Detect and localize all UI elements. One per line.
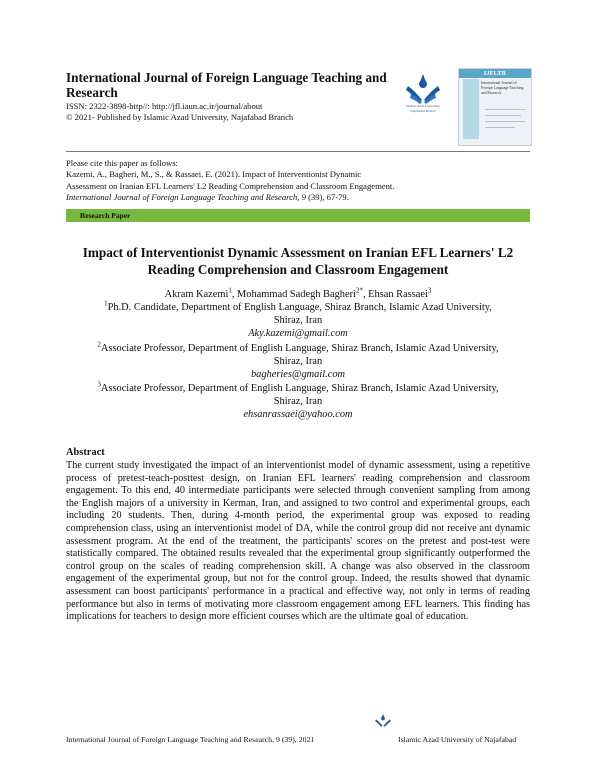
university-logo-icon [402,70,444,122]
affiliation-text: Ph.D. Candidate, Department of English Language, Shiraz Branch, Islamic Azad University, [107,302,492,313]
author-name: Akram Kazemi [164,289,229,300]
affiliation-line [66,342,530,355]
cover-line [485,115,521,116]
cover-title: International Journal of Foreign Language Teaching and Research [481,81,524,95]
copyright-line: © 2021- Published by Islamic Azad University, Najafabad Branch [66,112,294,122]
citation-volume: 9 [301,191,306,202]
affiliation-sup: 1 [104,299,108,308]
cover-line [485,121,525,122]
author-list [66,288,530,301]
title-line: Impact of Interventionist Dynamic Assessment on Iranian EFL Learners' L2 [82,245,514,260]
affiliation-sup: 3 [97,380,101,389]
author-sup: 1 [228,286,232,295]
affiliation-city: Shiraz, Iran [273,396,323,407]
citation-line [66,192,530,203]
author-email[interactable]: Aky.kazemi@gmail.com [248,328,348,339]
footer-journal: International Journal of Foreign Language Teaching and Research, 9 (39), 2021 [66,735,315,744]
affiliation-3 [66,382,530,421]
header-divider [66,151,530,152]
author-sup: 2* [355,286,363,295]
journal-meta [66,101,293,123]
author-name: , Ehsan Rassaei [362,289,428,300]
paper-title [66,244,530,278]
cover-line [485,127,515,128]
abstract-heading: Abstract [66,447,105,458]
logo-caption: Islamic Azad University Najafabad Branch [405,104,441,113]
article-type-label: Research Paper [80,211,131,220]
author-name: , Mohammad Sadegh Bagheri [231,289,356,300]
title-line: Reading Comprehension and Classroom Engagement [147,262,449,277]
affiliation-2 [66,342,530,381]
cover-band: IJFLTR [459,69,531,78]
affiliation-text: Associate Professor, Department of English Language, Shiraz Branch, Islamic Azad University, [100,383,499,394]
citation-journal: International Journal of Foreign Language Teaching and Research, [66,191,300,202]
affiliation-line [66,301,530,314]
citation-lead: Please cite this paper as follows: [66,158,178,168]
affiliation-city: Shiraz, Iran [273,356,323,367]
cover-decoration [463,79,479,139]
abstract-body: The current study investigated the impact of an interventionist model of dynamic assessment, using a repetitive process of pretest-teach-posttest design, on Iranian EFL learners' reading comprehension and classroom engagement. To this end, 40 intermediate participants were selected through convenient sampling from among the English majors of a university in Kerman, Iran, and assigned to two control and experimental groups, each including 20 students. Then, during 4-month period, the experimental group was exposed to reading comprehension class, using an interventionist model of DA, while the control group did not receive ant dynamic assessment program. At the end of the treatment, the participants' scores on the pretest and post-test were statistically compared. The obtained results revealed that the experimental group significantly outperformed the control group on the scales of reading comprehension skill. A change was also observed in the classroom engagement of the experimental group, but not for the control group. Indeed, the results showed that dynamic assessment can boost participants' performance in a practical and effective way, not only in terms of reading performance but also in terms of motivating more classroom engagement among EFL learners. This finding has implications for teachers to design more efficient courses which are the ultimate goal of education. [66,460,530,623]
author-email[interactable]: ehsanrassaei@yahoo.com [243,409,353,420]
citation-line: Kazemi, A., Bagheri, M., S., & Rassaei, E. (2021). Impact of Interventionist Dynamic [66,169,362,180]
cover-line [485,109,525,110]
citation-block [66,158,530,203]
affiliation-sup: 2 [97,340,101,349]
affiliation-city: Shiraz, Iran [273,315,323,326]
affiliation-line [66,382,530,395]
footer-university: Islamic Azad University of Najafabad [398,735,517,744]
journal-title: International Journal of Foreign Language Teaching and Research [66,70,387,100]
citation-line: Assessment on Iranian EFL Learners' L2 Reading Comprehension and Classroom Engagement. [66,180,395,191]
issn-line: ISSN: 2322-3898-http//: http://jfl.iaun.ac.ir/journal/about [66,101,263,111]
affiliation-text: Associate Professor, Department of English Language, Shiraz Branch, Islamic Azad University, [100,343,499,354]
author-sup: 3 [427,286,432,295]
author-email[interactable]: bagheries@gmail.com [250,369,346,380]
affiliation-1 [66,301,530,340]
citation-pages: (39), 67-79. [308,191,349,202]
article-type-bar [66,209,530,222]
journal-cover-thumbnail [458,68,532,146]
footer-logo-icon [372,712,394,736]
